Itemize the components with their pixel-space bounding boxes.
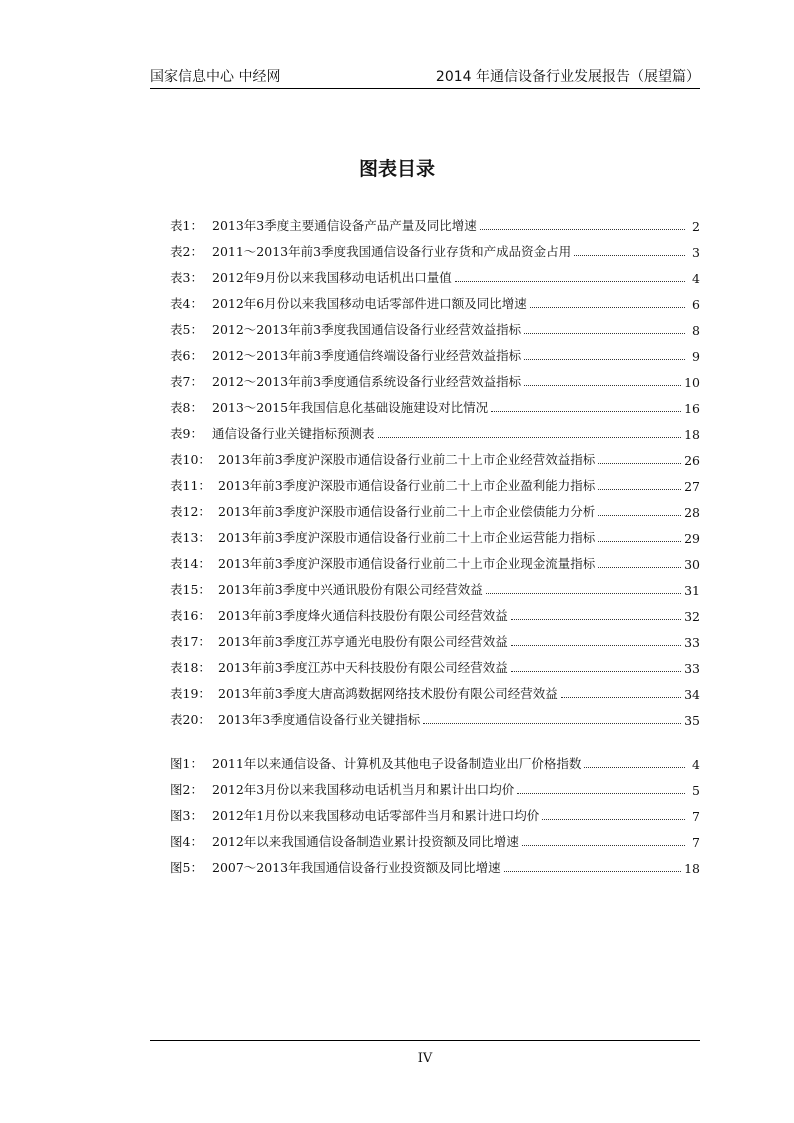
dot-leader bbox=[455, 281, 685, 282]
table-entry[interactable] bbox=[170, 338, 700, 364]
table-entry[interactable] bbox=[170, 572, 700, 598]
table-entry[interactable] bbox=[170, 676, 700, 702]
table-entry-page: 31 bbox=[684, 583, 700, 598]
table-entry-label: 表12： bbox=[170, 504, 211, 519]
table-entry-page: 3 bbox=[692, 245, 700, 260]
page-header bbox=[150, 60, 700, 89]
table-entry-label: 表5： bbox=[170, 322, 203, 337]
table-entry-title: 2013年前3季度沪深股市通信设备行业前二十上市企业偿债能力分析 bbox=[218, 504, 596, 519]
table-entry[interactable] bbox=[170, 494, 700, 520]
table-entry-title: 2011～2013年前3季度我国通信设备行业存货和产成品资金占用 bbox=[212, 244, 572, 259]
table-entry[interactable] bbox=[170, 624, 700, 650]
table-entry-label: 表17： bbox=[170, 634, 211, 649]
dot-leader bbox=[530, 307, 685, 308]
table-entry-page: 16 bbox=[684, 401, 700, 416]
figure-entry-label: 图3： bbox=[170, 808, 203, 823]
table-entry-page: 33 bbox=[684, 635, 700, 650]
table-entry-title: 2013年前3季度沪深股市通信设备行业前二十上市企业经营效益指标 bbox=[218, 452, 596, 467]
dot-leader bbox=[517, 793, 685, 794]
table-entry-page: 4 bbox=[692, 271, 700, 286]
table-entry[interactable] bbox=[170, 390, 700, 416]
figure-entry-page: 7 bbox=[692, 835, 700, 850]
dot-leader bbox=[598, 567, 681, 568]
table-entry-label: 表19： bbox=[170, 686, 211, 701]
table-entry-label: 表20： bbox=[170, 712, 211, 727]
figure-entry-title: 2012年3月份以来我国移动电话机当月和累计出口均价 bbox=[212, 782, 515, 797]
table-entry-title: 2013年前3季度沪深股市通信设备行业前二十上市企业盈利能力指标 bbox=[218, 478, 596, 493]
table-entry-title: 2013～2015年我国信息化基础设施建设对比情况 bbox=[212, 400, 489, 415]
table-entry-title: 2012年6月份以来我国移动电话零部件进口额及同比增速 bbox=[212, 296, 527, 311]
figure-entry[interactable] bbox=[170, 850, 700, 876]
table-entry-title: 2012～2013年前3季度通信系统设备行业经营效益指标 bbox=[212, 374, 522, 389]
table-entry-page: 10 bbox=[684, 375, 700, 390]
table-entry-title: 2012～2013年前3季度通信终端设备行业经营效益指标 bbox=[212, 348, 522, 363]
figure-entry-title: 2012年1月份以来我国移动电话零部件当月和累计进口均价 bbox=[212, 808, 540, 823]
table-entry-title: 2013年3季度通信设备行业关键指标 bbox=[218, 712, 421, 727]
dot-leader bbox=[598, 515, 681, 516]
table-entry[interactable] bbox=[170, 546, 700, 572]
table-entry-title: 2013年前3季度沪深股市通信设备行业前二十上市企业现金流量指标 bbox=[218, 556, 596, 571]
table-entry-page: 6 bbox=[692, 297, 700, 312]
table-entry[interactable] bbox=[170, 650, 700, 676]
table-entry-title: 2013年3季度主要通信设备产品产量及同比增速 bbox=[212, 218, 477, 233]
dot-leader bbox=[511, 619, 681, 620]
table-entry-title: 2012年9月份以来我国移动电话机出口量值 bbox=[212, 270, 452, 285]
dot-leader bbox=[584, 767, 685, 768]
header-publisher: 国家信息中心 中经网 bbox=[150, 69, 281, 85]
dot-leader bbox=[524, 359, 685, 360]
table-entry[interactable] bbox=[170, 416, 700, 442]
table-entry-label: 表10： bbox=[170, 452, 211, 467]
table-entry[interactable] bbox=[170, 598, 700, 624]
table-entry-label: 表14： bbox=[170, 556, 211, 571]
table-entry-label: 表1： bbox=[170, 218, 203, 233]
dot-leader bbox=[491, 411, 681, 412]
dot-leader bbox=[524, 333, 685, 334]
dot-leader bbox=[522, 845, 685, 846]
table-entry-label: 表3： bbox=[170, 270, 203, 285]
table-entry-page: 28 bbox=[684, 505, 700, 520]
table-entry[interactable] bbox=[170, 520, 700, 546]
table-entry-label: 表16： bbox=[170, 608, 211, 623]
figure-entry[interactable] bbox=[170, 824, 700, 850]
figure-entry[interactable] bbox=[170, 798, 700, 824]
table-entry[interactable] bbox=[170, 442, 700, 468]
page-title: 图表目录 bbox=[358, 158, 435, 180]
dot-leader bbox=[486, 593, 681, 594]
table-entry-title: 2013年前3季度江苏中天科技股份有限公司经营效益 bbox=[218, 660, 508, 675]
table-entry-page: 26 bbox=[684, 453, 700, 468]
dot-leader bbox=[598, 489, 681, 490]
table-entry[interactable] bbox=[170, 312, 700, 338]
table-entry-page: 34 bbox=[684, 687, 700, 702]
dot-leader bbox=[511, 645, 681, 646]
dot-leader bbox=[378, 437, 682, 438]
table-entry-title: 2013年前3季度中兴通讯股份有限公司经营效益 bbox=[218, 582, 483, 597]
figure-entry[interactable] bbox=[170, 772, 700, 798]
table-entry-page: 33 bbox=[684, 661, 700, 676]
figure-entry-page: 4 bbox=[692, 757, 700, 772]
figure-list bbox=[170, 746, 700, 876]
table-entry-page: 18 bbox=[684, 427, 700, 442]
figure-entry-label: 图1： bbox=[170, 756, 203, 771]
dot-leader bbox=[598, 463, 681, 464]
dot-leader bbox=[480, 229, 685, 230]
table-entry-label: 表4： bbox=[170, 296, 203, 311]
page-footer bbox=[150, 1040, 700, 1066]
table-entry-title: 2013年前3季度江苏亨通光电股份有限公司经营效益 bbox=[218, 634, 508, 649]
table-entry-label: 表15： bbox=[170, 582, 211, 597]
table-entry[interactable] bbox=[170, 234, 700, 260]
table-entry-page: 8 bbox=[692, 323, 700, 338]
dot-leader bbox=[524, 385, 681, 386]
table-entry[interactable] bbox=[170, 260, 700, 286]
table-entry[interactable] bbox=[170, 364, 700, 390]
figure-entry-title: 2012年以来我国通信设备制造业累计投资额及同比增速 bbox=[212, 834, 519, 849]
table-entry-page: 27 bbox=[684, 479, 700, 494]
figure-entry-label: 图4： bbox=[170, 834, 203, 849]
table-entry-page: 32 bbox=[684, 609, 700, 624]
table-entry-label: 表18： bbox=[170, 660, 211, 675]
figure-entry[interactable] bbox=[170, 746, 700, 772]
table-entry-page: 30 bbox=[684, 557, 700, 572]
table-entry-label: 表2： bbox=[170, 244, 203, 259]
table-entry-title: 2013年前3季度大唐高鸿数据网络技术股份有限公司经营效益 bbox=[218, 686, 558, 701]
table-entry[interactable] bbox=[170, 208, 700, 234]
table-entry-label: 表7： bbox=[170, 374, 203, 389]
table-entry[interactable] bbox=[170, 468, 700, 494]
figure-entry-page: 18 bbox=[684, 861, 700, 876]
table-entry-label: 表13： bbox=[170, 530, 211, 545]
dot-leader bbox=[504, 871, 681, 872]
table-entry-page: 2 bbox=[692, 219, 700, 234]
dot-leader bbox=[574, 255, 685, 256]
table-entry-label: 表8： bbox=[170, 400, 203, 415]
dot-leader bbox=[561, 697, 681, 698]
header-report-title: 2014 年通信设备行业发展报告（展望篇） bbox=[435, 69, 700, 85]
figure-entry-label: 图5： bbox=[170, 860, 203, 875]
figure-entry-label: 图2： bbox=[170, 782, 203, 797]
table-entry-title: 通信设备行业关键指标预测表 bbox=[212, 426, 375, 441]
dot-leader bbox=[542, 819, 685, 820]
table-entry-label: 表11： bbox=[170, 478, 211, 493]
table-entry-label: 表6： bbox=[170, 348, 203, 363]
dot-leader bbox=[598, 541, 681, 542]
dot-leader bbox=[511, 671, 681, 672]
table-entry-title: 2013年前3季度沪深股市通信设备行业前二十上市企业运营能力指标 bbox=[218, 530, 596, 545]
table-entry-title: 2013年前3季度烽火通信科技股份有限公司经营效益 bbox=[218, 608, 508, 623]
table-entry-page: 9 bbox=[692, 349, 700, 364]
table-entry-label: 表9： bbox=[170, 426, 203, 441]
figure-entry-page: 5 bbox=[692, 783, 700, 798]
figure-entry-title: 2011年以来通信设备、计算机及其他电子设备制造业出厂价格指数 bbox=[212, 756, 582, 771]
table-entry[interactable] bbox=[170, 702, 700, 728]
table-list bbox=[170, 208, 700, 728]
figure-entry-title: 2007～2013年我国通信设备行业投资额及同比增速 bbox=[212, 860, 501, 875]
page-number: IV bbox=[417, 1051, 433, 1066]
table-entry-page: 29 bbox=[684, 531, 700, 546]
table-entry[interactable] bbox=[170, 286, 700, 312]
table-entry-title: 2012～2013年前3季度我国通信设备行业经营效益指标 bbox=[212, 322, 522, 337]
dot-leader bbox=[423, 723, 681, 724]
figure-entry-page: 7 bbox=[692, 809, 700, 824]
table-entry-page: 35 bbox=[684, 713, 700, 728]
